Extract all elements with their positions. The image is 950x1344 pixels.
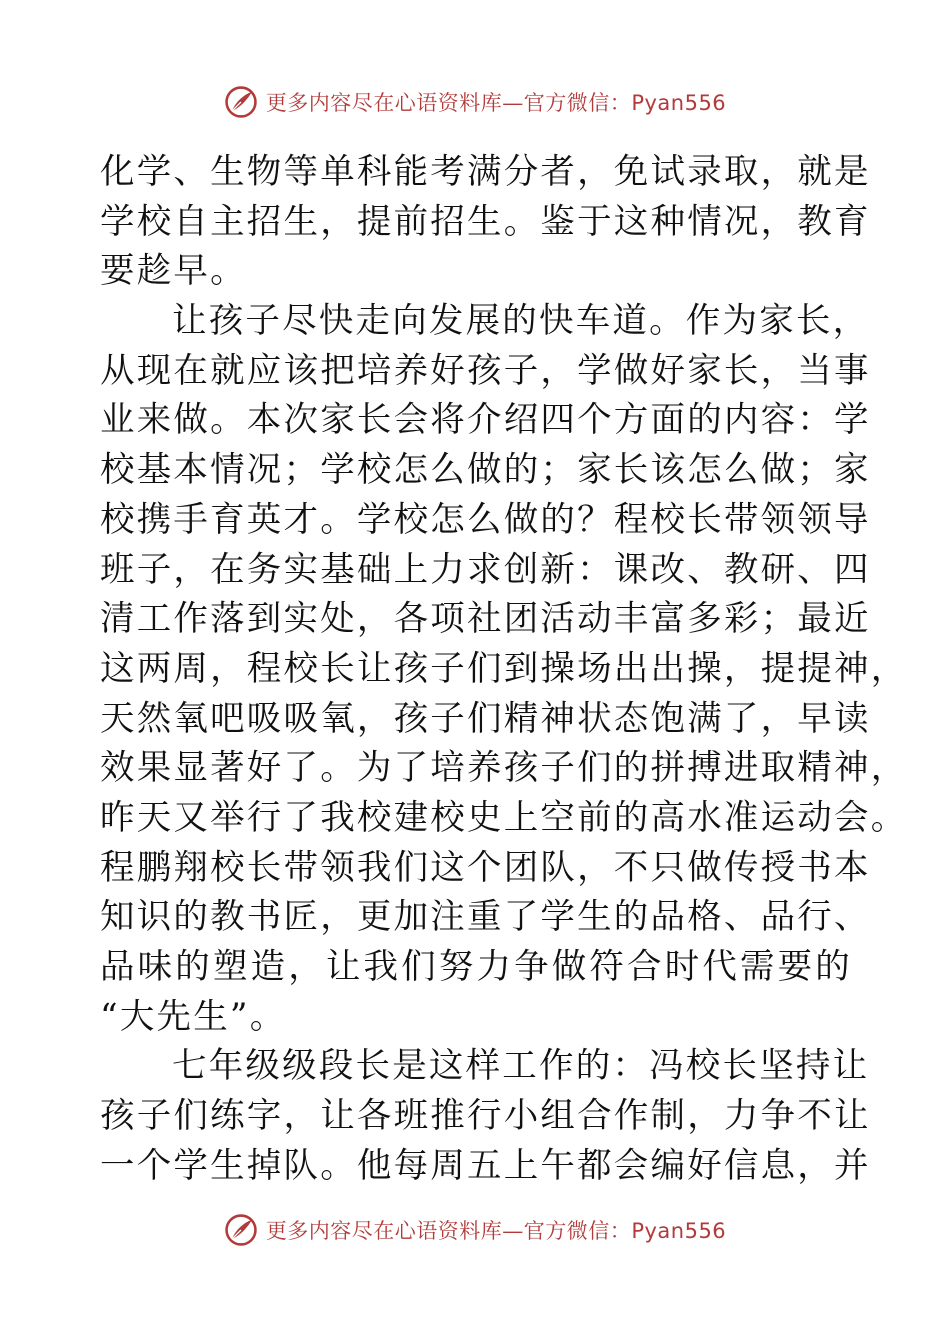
body-line: 品味的塑造，让我们努力争做符合时代需要的 [100,947,852,987]
body-line: 程鹏翔校长带领我们这个团队，不只做传授书本 [100,847,871,888]
body-line: 七年级级段长是这样工作的：冯校长坚持让 [172,1046,870,1087]
header-banner-text: 更多内容尽在心语资料库—官方微信：Pyan556 [265,91,727,115]
document-body [100,148,908,1191]
body-line: 化学、生物等单科能考满分者，免试录取，就是 [100,152,871,192]
footer-banner-brand: Pyan556 [631,1219,727,1243]
body-line: 校携手育英才。学校怎么做的？程校长带领领导 [100,499,871,540]
body-line: 业来做。本次家长会将介绍四个方面的内容：学 [100,400,871,441]
body-line: 天然氧吧吸吸氧，孩子们精神状态饱满了，早读 [100,698,871,739]
body-line: 效果显著好了。为了培养孩子们的拼搏进取精神， [100,748,908,789]
header-banner [0,82,950,122]
footer-banner [0,1210,950,1250]
feather-pen-logo-icon [224,85,258,119]
body-line: 班子，在务实基础上力求创新：课改、教研、四 [100,549,871,590]
body-line: 清工作落到实处，各项社团活动丰富多彩；最近 [100,599,871,640]
footer-banner-text: 更多内容尽在心语资料库—官方微信：Pyan556 [265,1219,727,1243]
body-line: 这两周，程校长让孩子们到操场出出操，提提神， [100,648,908,689]
body-line: 从现在就应该把培养好孩子，学做好家长，当事 [100,350,871,391]
body-line: 校基本情况；学校怎么做的；家长该怎么做；家 [100,450,871,491]
body-line: 昨天又举行了我校建校史上空前的高水准运动会。 [100,797,908,838]
body-line: 孩子们练字，让各班推行小组合作制，力争不让 [100,1096,871,1137]
feather-pen-logo-icon [224,1213,258,1247]
body-line: 一个学生掉队。他每周五上午都会编好信息，并 [100,1145,871,1186]
header-banner-brand: Pyan556 [631,91,727,115]
body-line: “大先生”。 [100,996,287,1037]
body-line: 让孩子尽快走向发展的快车道。作为家长， [172,301,870,342]
body-line: 知识的教书匠，更加注重了学生的品格、品行、 [100,897,871,938]
body-line: 学校自主招生，提前招生。鉴于这种情况，教育 [100,201,871,242]
body-line: 要趁早。 [100,251,247,292]
